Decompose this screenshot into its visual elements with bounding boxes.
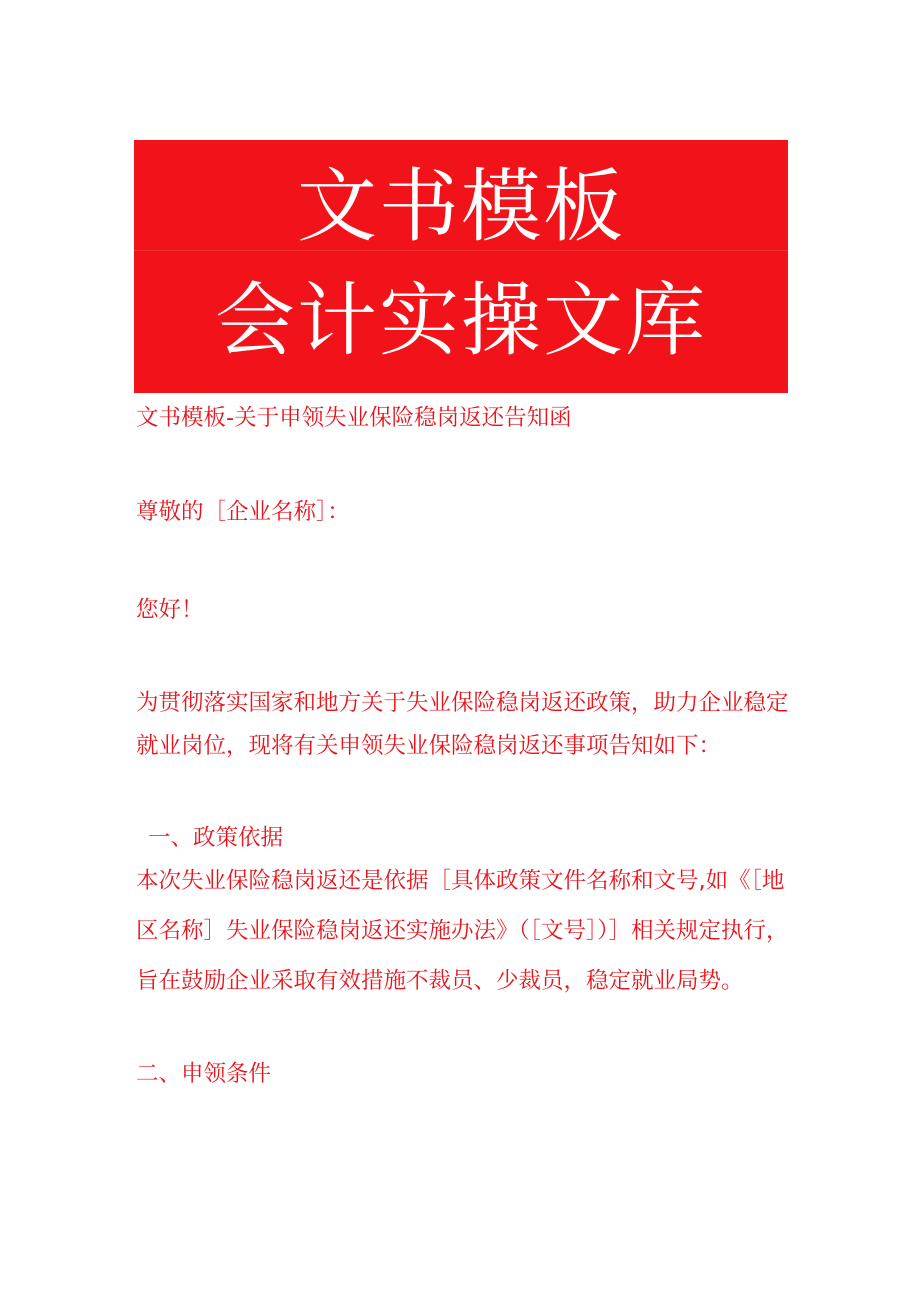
document-title: 文书模板-关于申领失业保险稳岗返还告知函 [136,405,572,431]
spacer [136,1006,792,1056]
salutation: 尊敬的［企业名称］： [136,499,350,525]
spacer [136,628,792,686]
spacer [136,436,792,494]
header-banner [134,140,788,393]
banner-title: 文书模板 [297,160,625,253]
section-heading-policy: 一、政策依据 [148,825,284,851]
spacer [136,530,792,592]
greeting: 您好！ [136,597,204,623]
document-body [136,400,792,1092]
spacer [136,768,792,820]
banner-subtitle: 会计实操文库 [215,274,707,367]
banner-divider [134,250,788,251]
section-heading-conditions: 二、申领条件 [136,1061,272,1087]
intro-paragraph: 为贯彻落实国家和地方关于失业保险稳岗返还政策，助力企业稳定就业岗位，现将有关申领失业保险稳岗返还事项告知如下： [136,690,789,759]
section-body-policy: 本次失业保险稳岗返还是依据［具体政策文件名称和文号,如《［地区名称］失业保险稳岗返还实施办法》（［文号］）］相关规定执行，旨在鼓励企业采取有效措施不裁员、少裁员，稳定就业局势。 [136,868,789,994]
